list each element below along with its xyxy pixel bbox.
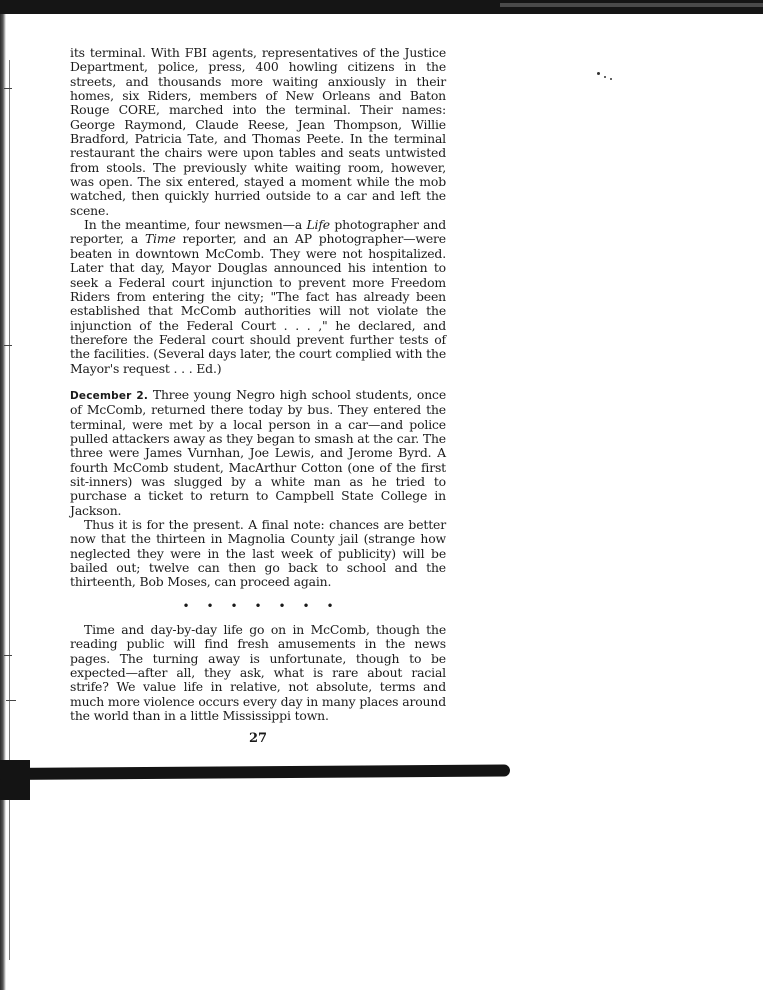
binding-mark — [6, 700, 16, 701]
paragraph-newsmen — [70, 218, 446, 376]
separator-dot: • — [302, 598, 310, 613]
separator-dot: • — [182, 598, 190, 613]
binding-mark — [4, 88, 12, 89]
scan-speck — [597, 72, 600, 75]
scan-bottom-border — [0, 764, 510, 780]
paragraph-closing: Time and day-by-day life go on in McComb, though the reading public will find fresh amusements in the news pages. The turning away is unfortunate, though to be expected—after all, they ask, what is rare about racial strife? We value life in relative, not absolute, terms and much more violence occurs every day in many places around the world than in a little Mississippi town. — [70, 622, 446, 724]
binding-mark — [4, 345, 12, 346]
separator-dot: • — [278, 598, 286, 613]
scan-bottom-corner — [0, 760, 30, 800]
scan-speck — [610, 78, 612, 80]
scan-speck — [604, 76, 606, 78]
entry-date: December 2. — [70, 389, 149, 402]
scan-left-edge — [0, 14, 6, 990]
paragraph-final-note: Thus it is for the present. A final note: chances are better now that the thirteen in Magnolia County jail (strange how neglected they were in the last week of publicity) will be bailed out; twelve can then go back to school and the thirteenth, Bob Moses, can proceed again. — [70, 517, 446, 590]
magazine-title-life: Life — [306, 217, 330, 233]
paragraph-newsmen-text: In the meantime, four newsmen—a — [84, 217, 307, 233]
page-number: 27 — [248, 731, 268, 746]
separator-dot: • — [206, 598, 214, 613]
paragraph-december-2 — [70, 388, 446, 518]
entry-text: Three young Negro high school students, once of McComb, returned there today by bus. They entered the terminal, were met by a local person in a car—and police pulled attackers away as they began to smash at the car. The three were James Vurnhan, Joe Lewis, and Jerome Byrd. A fourth McComb student, MacArthur Cotton (one of the first sit-inners) was slugged by a white man as he tried to purchase a ticket to return to Campbell State College in Jackson. — [70, 386, 447, 518]
article-column — [70, 46, 446, 723]
separator-dot: • — [254, 598, 262, 613]
magazine-title-time: Time — [144, 231, 176, 247]
scan-top-border-shade — [500, 3, 763, 7]
binding-mark — [4, 655, 12, 656]
separator-dot: • — [326, 598, 334, 613]
paragraph-terminal: its terminal. With FBI agents, representatives of the Justice Department, police, press, 400 howling citizens in the streets, and thousands more waiting anxiously in their homes, six Riders, members of New Orleans and Baton Rouge CORE, marched into the terminal. Their names: George Raymond, Claude Reese, Jean Thompson, Willie Bradford, Patricia Tate, and Thomas Peete. In the terminal restaurant the chairs were upon tables and seats untwisted from stools. The previously white waiting room, however, was open. The six entered, stayed a moment while the mob watched, then quickly hurried outside to a car and left the scene. — [70, 45, 446, 218]
paragraph-newsmen-text: photographer and reporter, a — [70, 217, 446, 247]
binding-line — [9, 60, 10, 960]
section-separator — [70, 599, 446, 613]
paragraph-newsmen-text: reporter, and an AP photographer—were beaten in downtown McComb. They were not hospitalized. Later that day, Mayor Douglas announced his intention to seek a Federal court injunction to prevent more Freedom Riders from entering the city; "The fact has already been established that McComb authorities will not violate the injunction of the Federal Court . . . ," he declared, and therefore the Federal court should prevent further tests of the facilities. (Several days later, the court complied with the Mayor's request . . . Ed.) — [70, 231, 446, 376]
separator-dot: • — [230, 598, 238, 613]
